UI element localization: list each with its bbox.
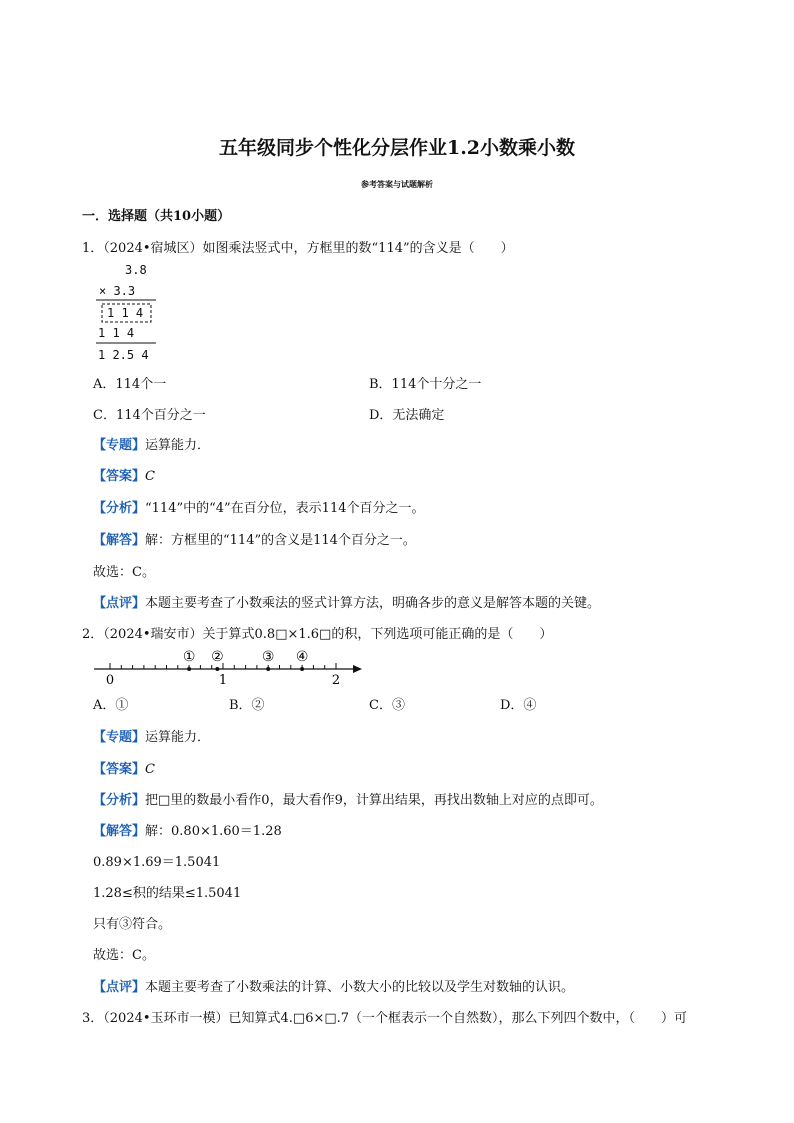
number-line-point-label: ② <box>211 649 224 665</box>
q2-solution: 【解答】解：0.80×1.60＝1.28 <box>93 824 282 839</box>
page-subtitle: 参考答案与试题解析 <box>361 179 433 189</box>
mult-row-5: 1 2.5 4 <box>98 348 149 362</box>
q1-comment: 【点评】本题主要考查了小数乘法的竖式计算方法，明确各步的意义是解答本题的关键。 <box>93 596 601 611</box>
q1-option-c: C．114个百分之一 <box>93 408 206 423</box>
q1-choice: 故选：C。 <box>93 565 155 580</box>
q1-option-d: D．无法确定 <box>369 408 445 423</box>
q2-line-1: 0.89×1.69＝1.5041 <box>93 855 221 870</box>
number-line-point <box>215 667 219 671</box>
number-line-point <box>266 667 270 671</box>
question-1-stem: 1．（2024•宿城区）如图乘法竖式中，方框里的数“114”的含义是（ ） <box>82 241 514 256</box>
section-heading: 一．选择题（共10小题） <box>82 209 231 224</box>
q2-option-d: D．④ <box>500 698 537 713</box>
q2-line-3: 只有③符合。 <box>93 917 172 932</box>
mult-row-4: 1 1 4 <box>98 326 135 340</box>
mult-row-3-boxed: 1 1 4 <box>107 306 144 320</box>
page-title: 五年级同步个性化分层作业1.2小数乘小数 <box>218 137 576 159</box>
mult-row-2: × 3.3 <box>99 284 136 298</box>
q1-option-a: A．114个一 <box>93 377 167 392</box>
question-2-stem: 2．（2024•瑞安市）关于算式0.8□×1.6□的积，下列选项可能正确的是（ ） <box>82 627 553 642</box>
q1-option-b: B．114个十分之一 <box>369 377 482 392</box>
mult-row-1: 3.8 <box>125 263 147 277</box>
number-line-label: 2 <box>331 673 341 688</box>
number-line-point-label: ③ <box>261 649 275 665</box>
q2-line-2: 1.28≤积的结果≤1.5041 <box>93 886 242 901</box>
q2-comment: 【点评】本题主要考查了小数乘法的计算、小数大小的比较以及学生对数轴的认识。 <box>93 980 575 995</box>
q2-option-a: A．① <box>93 698 129 713</box>
number-line-point-label: ④ <box>295 649 309 665</box>
number-line-arrow <box>353 665 362 673</box>
q2-analysis: 【分析】把□里的数最小看作0，最大看作9，计算出结果，再找出数轴上对应的点即可。 <box>93 793 603 808</box>
q1-answer: 【答案】C <box>93 469 155 484</box>
q2-option-b: B．② <box>229 698 265 713</box>
q2-option-c: C．③ <box>369 698 405 713</box>
q2-answer: 【答案】C <box>93 762 155 777</box>
q2-topic: 【专题】运算能力． <box>93 730 211 745</box>
q1-solution: 【解答】解：方框里的“114”的含义是114个百分之一。 <box>93 533 416 548</box>
number-line-point-label: ① <box>182 649 196 665</box>
q2-choice: 故选：C。 <box>93 948 155 963</box>
q1-topic: 【专题】运算能力． <box>93 438 211 453</box>
number-line-point <box>300 667 304 671</box>
q1-analysis: 【分析】“114”中的“4”在百分位，表示114个百分之一。 <box>93 501 425 516</box>
question-3-stem: 3．（2024•玉环市一模）已知算式4.□6×□.7（一个框表示一个自然数），那么下列四个数中，（ ）可 <box>82 1011 688 1026</box>
number-line-label: 1 <box>218 673 228 688</box>
number-line-point <box>187 667 191 671</box>
number-line-label: 0 <box>105 673 115 688</box>
